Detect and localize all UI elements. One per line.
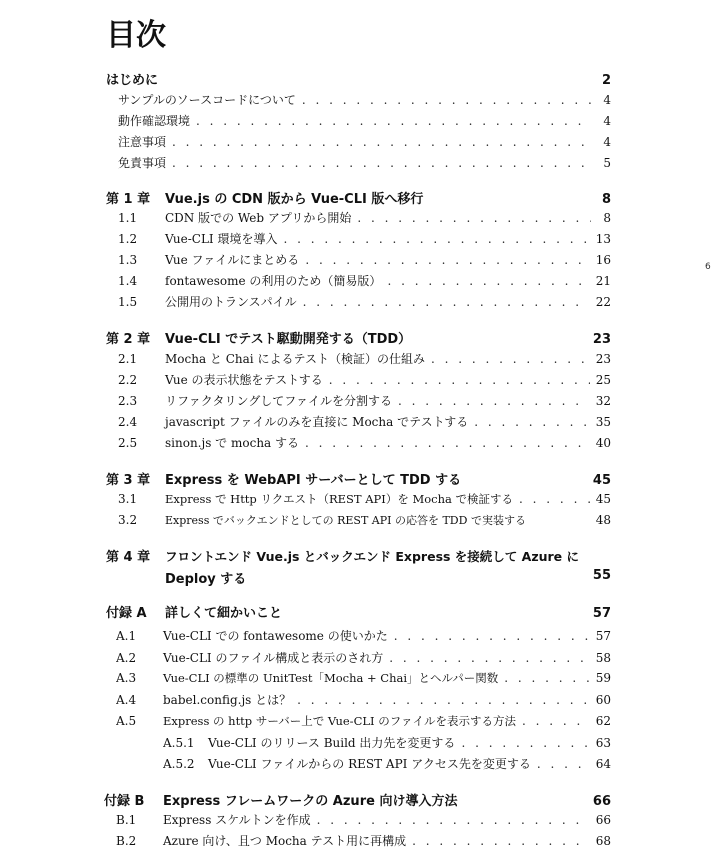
section-title: Vue-CLI のファイル構成と表示のされ方 bbox=[163, 651, 384, 665]
section-page: 60 bbox=[595, 693, 611, 707]
dot-leader bbox=[172, 156, 591, 170]
toc-entry-title: 免責事項 bbox=[118, 156, 167, 170]
section-number: 2.2 bbox=[118, 373, 138, 387]
dot-leader bbox=[394, 629, 590, 643]
chapter-title-continued: Deploy する bbox=[165, 572, 247, 587]
toc-section[interactable] bbox=[118, 251, 611, 268]
chapter-title: Express を WebAPI サーバーとして TDD する bbox=[165, 473, 462, 488]
appendix-title: 詳しくて細かいこと bbox=[165, 606, 283, 621]
toc-section[interactable] bbox=[118, 371, 611, 388]
section-title: 公開用のトランスパイル bbox=[165, 295, 297, 309]
dot-leader bbox=[461, 736, 589, 750]
toc-section[interactable] bbox=[118, 209, 611, 226]
chapter-title: Vue.js の CDN 版から Vue-CLI 版へ移行 bbox=[165, 192, 424, 207]
toc-subsection[interactable] bbox=[163, 734, 611, 751]
section-number: 3.1 bbox=[118, 492, 138, 506]
toc-entry-title: 動作確認環境 bbox=[118, 114, 191, 128]
section-title: Vue-CLI の標準の UnitTest「Mocha + Chai」とヘルパー関数 bbox=[163, 671, 499, 685]
chapter-page: 45 bbox=[592, 473, 611, 488]
chapter-page: 55 bbox=[592, 568, 611, 583]
subsection-title: Vue-CLI のリリース Build 出力先を変更する bbox=[208, 736, 456, 750]
section-number: 1.3 bbox=[118, 253, 138, 267]
toc-intro-page: 2 bbox=[601, 73, 611, 88]
toc-section[interactable] bbox=[118, 293, 611, 310]
chapter-number: 第 3 章 bbox=[106, 473, 151, 488]
section-title: Express で Http リクエスト（REST API）を Mocha で検証する bbox=[165, 492, 514, 506]
toc-section[interactable] bbox=[118, 434, 611, 451]
dot-leader bbox=[329, 373, 590, 387]
section-title: Express の http サーバー上で Vue-CLI のファイルを表示する方法 bbox=[163, 714, 516, 728]
section-title: リファクタリングしてファイルを分割する bbox=[165, 394, 393, 408]
dot-leader bbox=[474, 415, 589, 429]
dot-leader bbox=[303, 295, 590, 309]
section-title: javascript ファイルのみを直接に Mocha でテストする bbox=[165, 415, 469, 429]
section-title: babel.config.js とは？ bbox=[163, 693, 292, 707]
appendix-title: Express フレームワークの Azure 向け導入方法 bbox=[163, 794, 458, 809]
dot-leader bbox=[522, 714, 590, 728]
dot-leader bbox=[284, 232, 590, 246]
section-number: A.5 bbox=[116, 714, 137, 728]
section-number: B.2 bbox=[116, 834, 137, 848]
dot-leader bbox=[412, 834, 590, 848]
toc-section[interactable] bbox=[116, 649, 611, 666]
section-page: 25 bbox=[595, 373, 611, 387]
toc-entry[interactable] bbox=[118, 112, 611, 129]
chapter-title: Vue-CLI でテスト駆動開発する（TDD） bbox=[165, 332, 412, 347]
toc-chapter-2[interactable] bbox=[106, 328, 611, 347]
toc-entry-title: 注意事項 bbox=[118, 135, 167, 149]
dot-leader bbox=[357, 211, 591, 225]
dot-leader bbox=[504, 671, 589, 685]
appendix-page: 66 bbox=[592, 794, 611, 809]
chapter-page: 23 bbox=[592, 332, 611, 347]
dot-leader bbox=[537, 757, 590, 771]
chapter-page: 8 bbox=[601, 192, 611, 207]
toc-intro-title: はじめに bbox=[106, 73, 159, 88]
section-title: Express でバックエンドとしての REST API の応答を TDD で実装する bbox=[165, 514, 526, 527]
toc-intro-heading[interactable] bbox=[106, 69, 611, 88]
dot-leader bbox=[305, 436, 590, 450]
section-page: 35 bbox=[595, 415, 611, 429]
toc-entry[interactable] bbox=[118, 154, 611, 171]
toc-section[interactable] bbox=[118, 413, 611, 430]
toc-section[interactable] bbox=[116, 713, 611, 729]
dot-leader bbox=[305, 253, 589, 267]
subsection-number: A.5.1 bbox=[163, 736, 195, 750]
toc-entry-page: 5 bbox=[603, 156, 611, 170]
toc-section[interactable] bbox=[118, 350, 611, 367]
section-number: 2.1 bbox=[118, 352, 138, 366]
toc-section[interactable] bbox=[116, 670, 611, 686]
section-page: 45 bbox=[595, 492, 611, 506]
section-number: 1.5 bbox=[118, 295, 138, 309]
dot-leader bbox=[302, 93, 591, 107]
section-title: Express スケルトンを作成 bbox=[163, 813, 311, 827]
section-page: 23 bbox=[595, 352, 611, 366]
dot-leader bbox=[196, 114, 591, 128]
toc-entry-page: 4 bbox=[603, 135, 611, 149]
section-page: 22 bbox=[595, 295, 611, 309]
section-number: 3.2 bbox=[118, 513, 138, 527]
chapter-number: 第 1 章 bbox=[106, 192, 151, 207]
dot-leader bbox=[389, 651, 589, 665]
toc-entry-page: 4 bbox=[603, 93, 611, 107]
section-page: 57 bbox=[595, 629, 611, 643]
toc-appendix-a[interactable] bbox=[106, 602, 611, 621]
section-number: A.2 bbox=[116, 651, 137, 665]
dot-leader bbox=[431, 352, 590, 366]
toc-section[interactable] bbox=[116, 691, 611, 708]
section-page: 13 bbox=[595, 232, 611, 246]
section-number: 2.3 bbox=[118, 394, 138, 408]
section-title: Vue-CLI での fontawesome の使いかた bbox=[163, 629, 388, 643]
dot-leader bbox=[297, 693, 590, 707]
toc-entry-page: 4 bbox=[603, 114, 611, 128]
section-page: 66 bbox=[595, 813, 611, 827]
toc-appendix-b[interactable] bbox=[104, 790, 611, 809]
section-number: A.1 bbox=[116, 629, 137, 643]
subsection-number: A.5.2 bbox=[163, 757, 195, 771]
toc-chapter-3[interactable] bbox=[106, 469, 611, 488]
dot-leader bbox=[317, 813, 590, 827]
section-title: Vue-CLI 環境を導入 bbox=[165, 232, 278, 246]
chapter-title: フロントエンド Vue.js とバックエンド Express を接続して Azure に bbox=[165, 549, 580, 564]
section-title: Vue ファイルにまとめる bbox=[165, 253, 300, 267]
dot-leader bbox=[519, 492, 590, 506]
section-page: 62 bbox=[595, 714, 611, 728]
toc-section[interactable] bbox=[116, 811, 611, 828]
toc-section[interactable] bbox=[116, 832, 611, 849]
toc-section[interactable] bbox=[118, 512, 611, 528]
appendix-number: 付録 A bbox=[106, 606, 147, 621]
section-number: A.4 bbox=[116, 693, 137, 707]
section-title: CDN 版での Web アプリから開始 bbox=[165, 211, 352, 225]
toc-section[interactable] bbox=[118, 230, 611, 247]
section-page: 58 bbox=[595, 651, 611, 665]
section-page: 48 bbox=[595, 513, 611, 527]
section-title: Mocha と Chai によるテスト（検証）の仕組み bbox=[165, 352, 425, 366]
section-page: 8 bbox=[603, 211, 611, 225]
dot-leader bbox=[398, 394, 590, 408]
toc-chapter-4[interactable] bbox=[106, 546, 611, 565]
side-page-number: 6 bbox=[705, 262, 711, 272]
toc-entry[interactable] bbox=[118, 133, 611, 150]
section-title: Vue の表示状態をテストする bbox=[165, 373, 323, 387]
section-page: 21 bbox=[595, 274, 611, 288]
dot-leader bbox=[387, 274, 589, 288]
section-page: 59 bbox=[595, 671, 611, 685]
section-page: 16 bbox=[595, 253, 611, 267]
section-title: Azure 向け、且つ Mocha テスト用に再構成 bbox=[163, 834, 407, 848]
page-title: 目次 bbox=[106, 18, 166, 53]
section-number: 2.5 bbox=[118, 436, 138, 450]
toc-chapter-1[interactable] bbox=[106, 188, 611, 207]
subsection-page: 64 bbox=[595, 757, 611, 771]
section-page: 32 bbox=[595, 394, 611, 408]
subsection-title: Vue-CLI ファイルからの REST API アクセス先を変更する bbox=[208, 757, 531, 771]
chapter-number: 第 4 章 bbox=[106, 550, 151, 565]
section-number: 1.1 bbox=[118, 211, 138, 225]
toc-section[interactable] bbox=[118, 272, 611, 289]
toc-entry-title: サンプルのソースコードについて bbox=[118, 93, 296, 107]
toc-section[interactable] bbox=[116, 627, 611, 644]
chapter-number: 第 2 章 bbox=[106, 332, 151, 347]
section-page: 40 bbox=[595, 436, 611, 450]
toc-section[interactable] bbox=[118, 491, 611, 507]
toc-section[interactable] bbox=[118, 392, 611, 409]
section-number: B.1 bbox=[116, 813, 137, 827]
section-title: fontawesome の利用のため（簡易版） bbox=[165, 274, 382, 288]
section-title: sinon.js で mocha する bbox=[165, 436, 300, 450]
toc-subsection[interactable] bbox=[163, 755, 611, 772]
section-number: 1.2 bbox=[118, 232, 138, 246]
appendix-page: 57 bbox=[592, 606, 611, 621]
appendix-number: 付録 B bbox=[104, 794, 145, 809]
subsection-page: 63 bbox=[595, 736, 611, 750]
toc-entry[interactable] bbox=[118, 91, 611, 108]
section-number: A.3 bbox=[116, 671, 137, 685]
section-number: 2.4 bbox=[118, 415, 138, 429]
section-number: 1.4 bbox=[118, 274, 138, 288]
toc-chapter-4-continued[interactable] bbox=[165, 568, 611, 587]
section-page: 68 bbox=[595, 834, 611, 848]
dot-leader bbox=[172, 135, 591, 149]
